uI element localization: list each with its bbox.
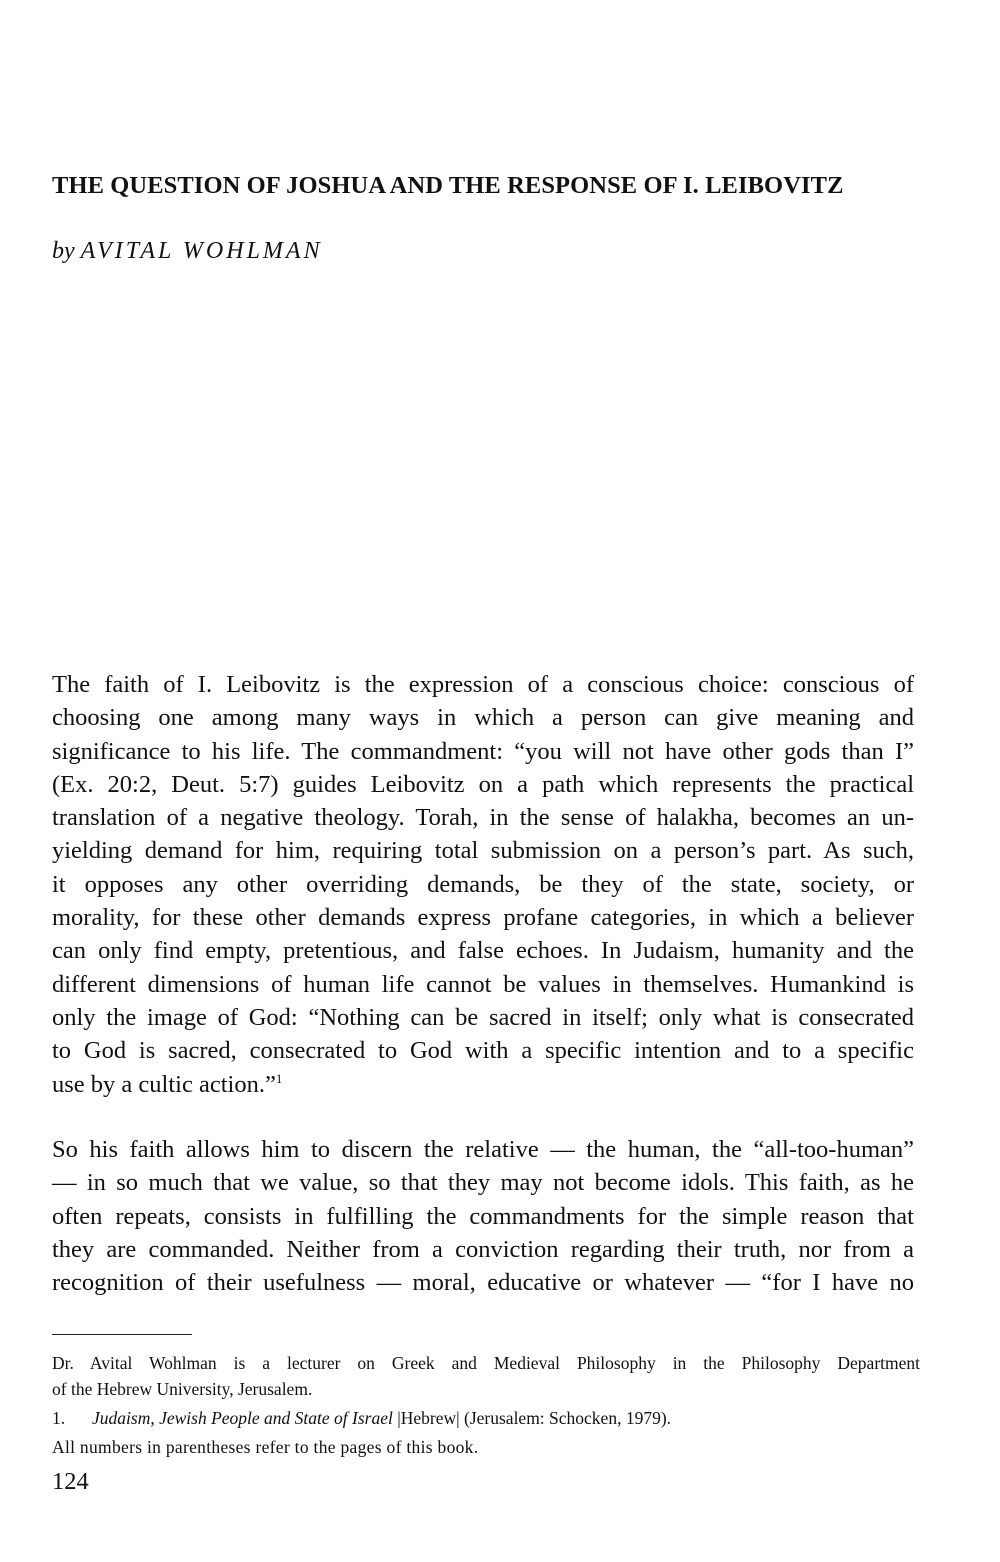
paragraph-2 bbox=[52, 1133, 914, 1299]
footnote-number: 1. bbox=[52, 1408, 66, 1428]
footnote-ref-1[interactable]: 1 bbox=[275, 1070, 283, 1086]
page-number: 124 bbox=[52, 1468, 89, 1495]
text-line: recognition of their usefulness — moral, educative or whatever — “for I have no bbox=[52, 1269, 914, 1297]
footnote-page-note: All numbers in parentheses refer to the pages of this book. bbox=[52, 1437, 479, 1457]
footnote-divider bbox=[52, 1334, 192, 1335]
text-line: (Ex. 20:2, Deut. 5:7) guides Leibovitz on a path which represents the practical bbox=[52, 770, 914, 798]
text-line: it opposes any other overriding demands, be they of the state, society, or bbox=[52, 870, 914, 898]
text-line: translation of a negative theology. Torah, in the sense of halakha, becomes an un- bbox=[52, 804, 914, 832]
author-name: AVITAL WOHLMAN bbox=[80, 238, 323, 264]
byline bbox=[52, 238, 323, 265]
text-line: often repeats, consists in fulfilling the commandments for the simple reason that bbox=[52, 1202, 914, 1230]
article-title: THE QUESTION OF JOSHUA AND THE RESPONSE OF I. LEIBOVITZ bbox=[52, 172, 844, 199]
footnote-1 bbox=[52, 1405, 920, 1431]
text-line: morality, for these other demands express profane categories, in which a believer bbox=[52, 904, 914, 932]
footnote-line: of the Hebrew University, Jerusalem. bbox=[52, 1379, 313, 1399]
text-line-content: use by a cultic action.” bbox=[52, 1070, 276, 1098]
text-line: to God is sacred, consecrated to God with a specific intention and to a specific bbox=[52, 1037, 914, 1065]
cited-book-title: Judaism, Jewish People and State of Israel bbox=[92, 1408, 393, 1428]
text-line: they are commanded. Neither from a conviction regarding their truth, nor from a bbox=[52, 1235, 914, 1263]
paragraph-1 bbox=[52, 668, 914, 1101]
text-line: different dimensions of human life cannot be values in themselves. Humankind is bbox=[52, 970, 914, 998]
text-line-last bbox=[52, 1068, 914, 1101]
text-line: So his faith allows him to discern the relative — the human, the “all-too-human” bbox=[52, 1136, 914, 1163]
text-line: The faith of I. Leibovitz is the expression of a conscious choice: conscious of bbox=[52, 671, 914, 698]
text-line: significance to his life. The commandment: “you will not have other gods than I” bbox=[52, 737, 914, 765]
text-line: can only find empty, pretentious, and false echoes. In Judaism, humanity and the bbox=[52, 937, 914, 965]
footnote-line: Dr. Avital Wohlman is a lecturer on Greek and Medieval Philosophy in the Philosophy Department bbox=[52, 1353, 920, 1373]
author-footnote bbox=[52, 1350, 920, 1402]
text-line: choosing one among many ways in which a person can give meaning and bbox=[52, 704, 914, 732]
text-line: only the image of God: “Nothing can be sacred in itself; only what is consecrated bbox=[52, 1003, 914, 1031]
text-line: yielding demand for him, requiring total submission on a person’s part. As such, bbox=[52, 837, 914, 865]
byline-prefix: by bbox=[52, 238, 75, 264]
citation-details: |Hebrew| (Jerusalem: Schocken, 1979). bbox=[392, 1408, 672, 1428]
text-line: — in so much that we value, so that they may not become idols. This faith, as he bbox=[52, 1169, 914, 1197]
